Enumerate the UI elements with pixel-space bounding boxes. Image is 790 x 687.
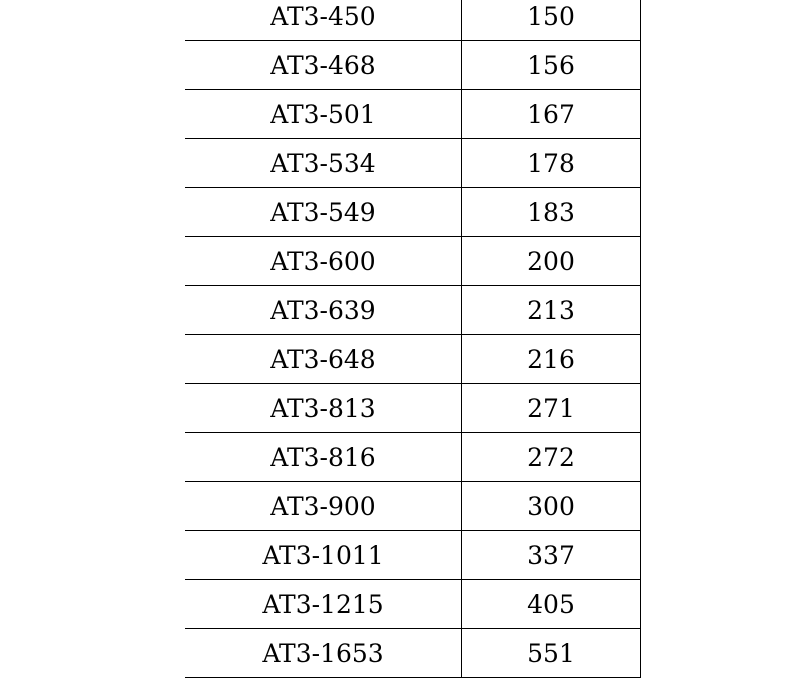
table-row bbox=[185, 335, 641, 384]
table-row bbox=[185, 0, 641, 41]
table-row bbox=[185, 90, 641, 139]
model-cell: AT3-1653 bbox=[185, 629, 462, 678]
value-cell: 272 bbox=[462, 433, 641, 482]
model-cell: AT3-900 bbox=[185, 482, 462, 531]
value-cell: 183 bbox=[462, 188, 641, 237]
value-cell: 200 bbox=[462, 237, 641, 286]
value-cell: 551 bbox=[462, 629, 641, 678]
value-cell: 300 bbox=[462, 482, 641, 531]
table-body bbox=[185, 0, 641, 678]
table-row bbox=[185, 286, 641, 335]
model-cell: AT3-816 bbox=[185, 433, 462, 482]
model-cell: AT3-600 bbox=[185, 237, 462, 286]
model-cell: AT3-450 bbox=[185, 0, 462, 41]
value-cell: 167 bbox=[462, 90, 641, 139]
table-row bbox=[185, 531, 641, 580]
model-cell: AT3-639 bbox=[185, 286, 462, 335]
model-cell: AT3-468 bbox=[185, 41, 462, 90]
value-cell: 178 bbox=[462, 139, 641, 188]
table-row bbox=[185, 629, 641, 678]
model-cell: AT3-1215 bbox=[185, 580, 462, 629]
model-cell: AT3-501 bbox=[185, 90, 462, 139]
table-row bbox=[185, 139, 641, 188]
model-cell: AT3-813 bbox=[185, 384, 462, 433]
model-cell: AT3-534 bbox=[185, 139, 462, 188]
table-row bbox=[185, 237, 641, 286]
value-cell: 271 bbox=[462, 384, 641, 433]
model-cell: AT3-648 bbox=[185, 335, 462, 384]
value-cell: 337 bbox=[462, 531, 641, 580]
table-row bbox=[185, 188, 641, 237]
table-row bbox=[185, 41, 641, 90]
table-row bbox=[185, 580, 641, 629]
value-cell: 405 bbox=[462, 580, 641, 629]
table-row bbox=[185, 433, 641, 482]
value-cell: 216 bbox=[462, 335, 641, 384]
value-cell: 156 bbox=[462, 41, 641, 90]
value-cell: 213 bbox=[462, 286, 641, 335]
data-table bbox=[185, 0, 641, 678]
table-row bbox=[185, 384, 641, 433]
table-row bbox=[185, 482, 641, 531]
model-cell: AT3-549 bbox=[185, 188, 462, 237]
value-cell: 150 bbox=[462, 0, 641, 41]
model-cell: AT3-1011 bbox=[185, 531, 462, 580]
data-table-container bbox=[185, 0, 641, 678]
